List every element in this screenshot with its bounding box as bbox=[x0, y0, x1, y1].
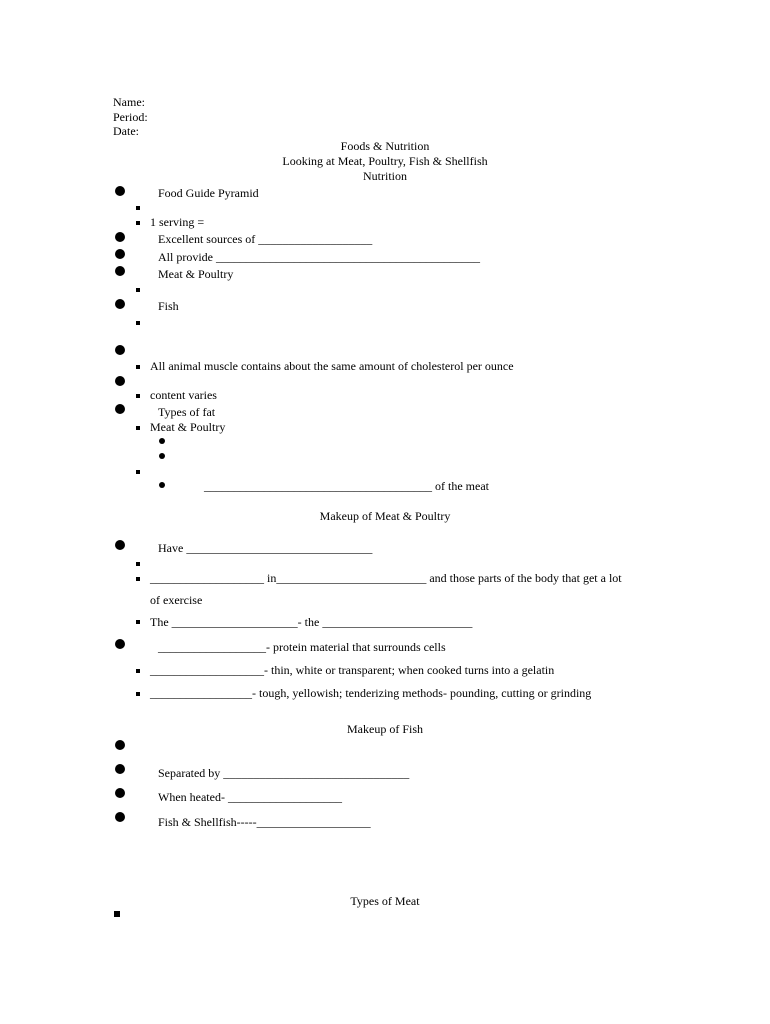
bullet-dot bbox=[115, 540, 125, 550]
content-varies-item: content varies bbox=[150, 388, 217, 402]
sub-bullet bbox=[136, 206, 140, 210]
makeup-meat-title: Makeup of Meat & Poultry bbox=[319, 509, 451, 523]
bullet-dot bbox=[115, 404, 125, 414]
bullet-dot bbox=[115, 232, 125, 242]
sub-bullet bbox=[136, 426, 140, 430]
of-the-meat-item: ______________________________________ of the meat bbox=[204, 479, 489, 493]
protein-item: __________________- protein material that surrounds cells bbox=[158, 640, 446, 654]
bullet-dot bbox=[115, 764, 125, 774]
course-title: Foods & Nutrition bbox=[340, 139, 430, 153]
serving-item: 1 serving = bbox=[150, 215, 205, 229]
topic-title: Looking at Meat, Poultry, Fish & Shellfish bbox=[282, 154, 488, 168]
bullet-dot bbox=[115, 186, 125, 196]
types-meat-title: Types of Meat bbox=[350, 894, 420, 908]
bullet-dot bbox=[115, 249, 125, 259]
period-label: Period: bbox=[113, 110, 148, 124]
sub-bullet bbox=[136, 394, 140, 398]
sub-bullet bbox=[136, 365, 140, 369]
the-line-item: The _____________________- the _________________________ bbox=[150, 615, 473, 629]
tough-item: _________________- tough, yellowish; tenderizing methods- pounding, cutting or grinding bbox=[150, 686, 592, 700]
cholesterol-item: All animal muscle contains about the same amount of cholesterol per ounce bbox=[150, 359, 514, 373]
sub-bullet bbox=[136, 692, 140, 696]
sub-bullet bbox=[136, 470, 140, 474]
section-title: Nutrition bbox=[363, 169, 407, 183]
bullet-dot bbox=[115, 376, 125, 386]
meat-poultry-sub-item: Meat & Poultry bbox=[150, 420, 226, 434]
sub-bullet bbox=[136, 288, 140, 292]
bullet-dot bbox=[115, 812, 125, 822]
fish-item: Fish bbox=[158, 299, 179, 313]
food-guide-item: Food Guide Pyramid bbox=[158, 186, 259, 200]
thin-item: ___________________- thin, white or transparent; when cooked turns into a gelatin bbox=[150, 663, 555, 677]
sub-sub-bullet bbox=[159, 482, 165, 488]
bullet-dot bbox=[115, 788, 125, 798]
bullet-dot bbox=[115, 299, 125, 309]
types-of-fat-item: Types of fat bbox=[158, 405, 216, 419]
separated-item: Separated by _______________________________ bbox=[158, 766, 410, 780]
sub-bullet bbox=[114, 911, 120, 917]
date-label: Date: bbox=[113, 124, 139, 138]
bullet-dot bbox=[115, 639, 125, 649]
sub-sub-bullet bbox=[159, 438, 165, 444]
when-heated-item: When heated- ___________________ bbox=[158, 790, 342, 804]
sub-bullet bbox=[136, 221, 140, 225]
bullet-dot bbox=[115, 740, 125, 750]
have-item: Have _______________________________ bbox=[158, 541, 373, 555]
sub-bullet bbox=[136, 577, 140, 581]
in-line-item: ___________________ in_________________________ and those parts of the body that get a lot bbox=[150, 571, 622, 585]
sub-bullet bbox=[136, 562, 140, 566]
sub-bullet bbox=[136, 669, 140, 673]
all-provide-item: All provide ____________________________________________ bbox=[158, 250, 480, 264]
excellent-sources-item: Excellent sources of ___________________ bbox=[158, 232, 373, 246]
sub-bullet bbox=[136, 321, 140, 325]
bullet-dot bbox=[115, 345, 125, 355]
bullet-dot bbox=[115, 266, 125, 276]
exercise-continuation: of exercise bbox=[150, 593, 203, 607]
name-label: Name: bbox=[113, 95, 145, 109]
meat-poultry-item: Meat & Poultry bbox=[158, 267, 234, 281]
sub-bullet bbox=[136, 620, 140, 624]
makeup-fish-title: Makeup of Fish bbox=[347, 722, 423, 736]
fish-shellfish-item: Fish & Shellfish-----___________________ bbox=[158, 815, 371, 829]
sub-sub-bullet bbox=[159, 453, 165, 459]
